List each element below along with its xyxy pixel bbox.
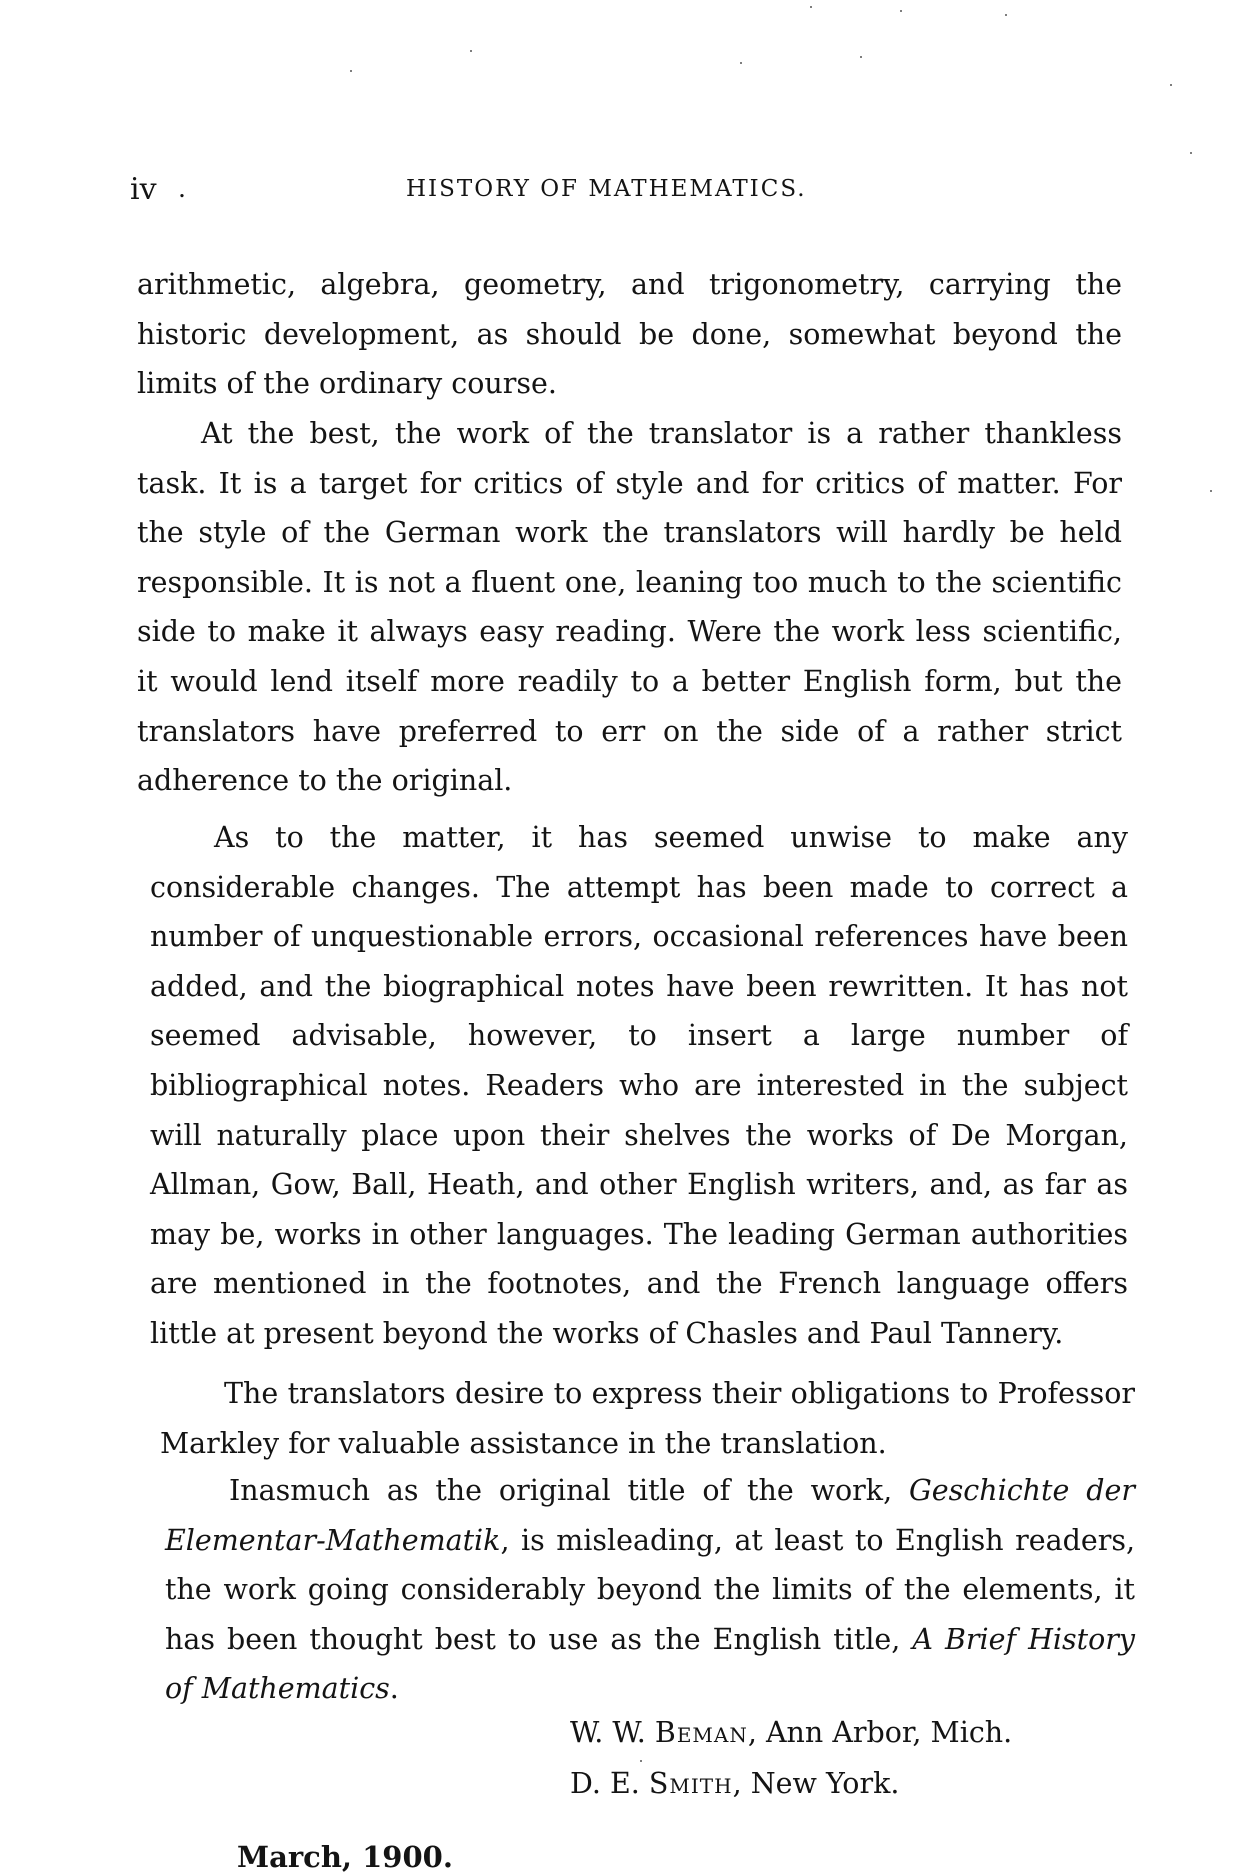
signature-surname: Smith <box>648 1767 733 1800</box>
page-number: iv <box>130 172 157 207</box>
header-dot: . <box>178 174 186 203</box>
scan-speck <box>1170 84 1172 86</box>
scan-speck <box>1190 152 1192 154</box>
scan-speck <box>350 70 352 72</box>
signature-surname: Beman <box>654 1716 748 1749</box>
scan-speck <box>810 6 812 8</box>
signature-beman <box>570 1708 1012 1758</box>
scan-speck <box>860 56 862 58</box>
title-note-part-3: . <box>389 1672 399 1706</box>
signature-smith <box>570 1759 899 1809</box>
paragraph-text: At the best, the work of the translator is a rather thankless task. It is a target for critics of style and for critics of matter. For the style of the German work the translators will hardly be held responsible. It is not a fluent one, leaning too much to the scientific side to make it always easy reading. Were the work less scientific, it would lend itself more readily to a better English form, but the translators have preferred to err on the side of a rather strict adherence to the original. <box>137 417 1122 798</box>
title-note-part-1: Inasmuch as the original title of the work, <box>229 1474 910 1507</box>
english-title: A Brief History of Mathematics <box>165 1622 1135 1706</box>
title-note-part-2: , is misleading, at least to English readers, the work going considerably beyond the limits of the elements, it has been thought best to use as the English title, <box>165 1523 1135 1656</box>
paragraph-continuation <box>137 260 1122 409</box>
paragraph-title-note <box>165 1466 1135 1714</box>
paragraph-translator-task <box>137 409 1122 806</box>
paragraph-text: As to the matter, it has seemed unwise to make any considerable changes. The attempt has been made to correct a number of unquestionable errors, occasional references have been added, and the biographical notes have been rewritten. It has not seemed advisable, however, to insert a large number of bibliographical notes. Readers who are interested in the subject will naturally place upon their shelves the works of De Morgan, Allman, Gow, Ball, Heath, and other English writers, and, as far as may be, works in other languages. The leading German authorities are mentioned in the footnotes, and the French language offers little at present beyond the works of Chasles and Paul Tannery. <box>150 821 1128 1350</box>
scan-speck <box>470 50 472 52</box>
signature-place: , New York. <box>732 1767 900 1800</box>
paragraph-text: arithmetic, algebra, geometry, and trigonometry, carrying the historic development, as should be done, somewhat beyond the limits of the ordinary course. <box>137 268 1122 401</box>
german-title: Geschichte der Elementar-Mathematik <box>165 1474 1135 1557</box>
scan-speck <box>740 62 742 64</box>
preface-date: March, 1900. <box>237 1840 453 1874</box>
running-title: HISTORY OF MATHEMATICS. <box>406 176 807 202</box>
page-header <box>130 172 1130 212</box>
scan-speck <box>1210 490 1212 492</box>
signature-initials: W. W. <box>570 1716 646 1749</box>
paragraph-acknowledgement <box>160 1369 1135 1468</box>
scan-speck <box>1005 14 1007 16</box>
paragraph-text: The translators desire to express their obligations to Professor Markley for valuable assistance in the translation. <box>160 1377 1135 1460</box>
signature-initials: D. E. <box>570 1767 640 1800</box>
scan-speck <box>900 10 902 12</box>
signature-place: , Ann Arbor, Mich. <box>747 1716 1013 1749</box>
paragraph-text <box>165 1466 1135 1714</box>
paragraph-matter <box>150 813 1128 1359</box>
